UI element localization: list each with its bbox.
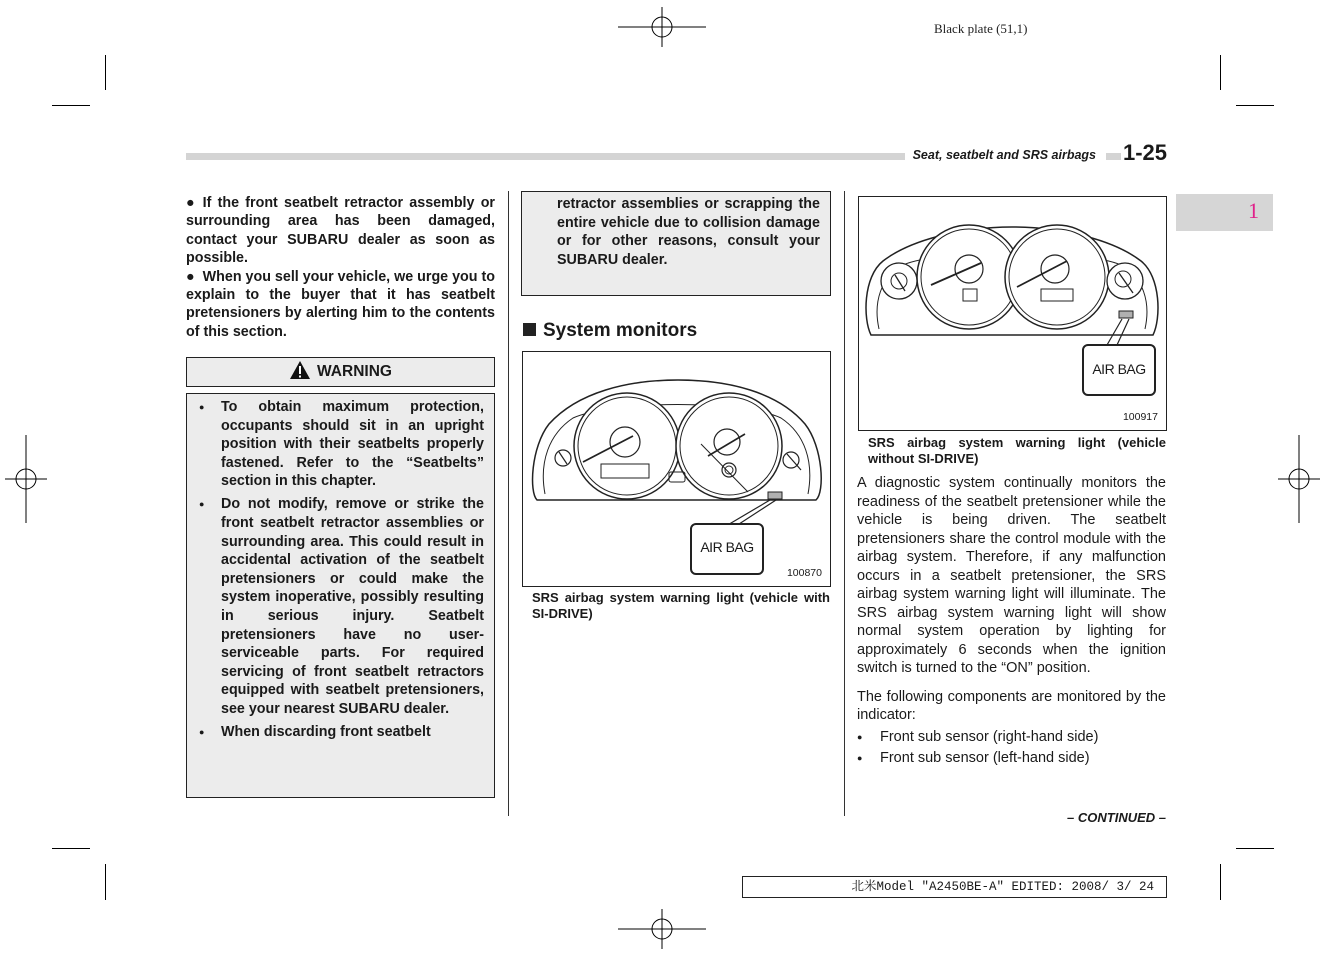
crop-mark xyxy=(52,848,90,849)
warning-continuation-text: retractor assemblies or scrapping the entire vehicle due to collision damage or for other reasons, consult your SUBARU dealer. xyxy=(557,196,820,268)
footer-edit-box xyxy=(742,876,1167,898)
section-title: System monitors xyxy=(543,320,698,341)
section-heading xyxy=(523,320,697,342)
crop-mark xyxy=(1236,848,1274,849)
figure-with-si-drive xyxy=(522,351,831,587)
component-list xyxy=(857,728,1166,768)
warning-item: ● Do not modify, remove or strike the front seatbelt retractor assemblies or surrounding area. This could result in accidental activation of the seatbelt pretensioners or could make the system inoperative, possibly resulting in serious injury. Seatbelt pretensioners have no user-serviceable parts. For required servicing of front seatbelt retractors equipped with seatbelt pretensioners, see your nearest SUBARU dealer. xyxy=(197,495,484,718)
airbag-label: AIR BAG xyxy=(1092,361,1146,377)
column-divider xyxy=(844,191,845,816)
intro-bullet: ● When you sell your vehicle, we urge you to explain to the buyer that it has seatbelt pretensioners by alerting him to the contents of this section. xyxy=(186,268,495,340)
figure-code: 100917 xyxy=(1122,411,1158,423)
plate-label: Black plate (51,1) xyxy=(934,21,1028,36)
warning-triangle-icon xyxy=(289,360,311,380)
paragraph: A diagnostic system continually monitors the readiness of the seatbelt pretensioner while the vehicle is being driven. The seatbelt pretensioners share the control module with the airbag system. Therefore, if any malfunction occurs in a seatbelt pretensioner, the SRS airbag system warning light will illuminate. The SRS airbag system warning light will show normal system operation by lighting for approximately 6 seconds when the ignition switch is turned to the “ON” position. xyxy=(857,475,1166,676)
crop-mark xyxy=(1236,105,1274,106)
header-section-title: Seat, seatbelt and SRS airbags xyxy=(905,148,1106,162)
intro-text xyxy=(186,194,495,341)
registration-mark-right-icon xyxy=(1278,435,1320,523)
warning-item: ● When discarding front seatbelt xyxy=(197,723,484,742)
warning-item: ● To obtain maximum protection, occupants should sit in an upright position with their seatbelts properly fastened. Refer to the “Seatbelts” section in this chapter. xyxy=(197,398,484,491)
intro-bullet: ● If the front seatbelt retractor assembly or surrounding area has been damaged, contact your SUBARU dealer as soon as possible. xyxy=(186,195,495,267)
figure-caption: SRS airbag system warning light (vehicle without SI-DRIVE) xyxy=(868,435,1166,466)
crop-mark xyxy=(1220,864,1221,900)
warning-header xyxy=(186,357,495,387)
crop-mark xyxy=(1220,55,1221,90)
page-number: 1-25 xyxy=(1123,140,1168,165)
crop-mark xyxy=(52,105,90,106)
airbag-label: AIR BAG xyxy=(700,539,754,555)
registration-mark-bottom-icon xyxy=(618,909,706,949)
list-item: ● Front sub sensor (left-hand side) xyxy=(857,749,1166,768)
crop-mark xyxy=(105,864,106,900)
body-text xyxy=(857,474,1166,770)
figure-without-si-drive xyxy=(858,196,1167,431)
registration-mark-left-icon xyxy=(5,435,47,523)
continued-label: – CONTINUED – xyxy=(1067,810,1166,825)
bullet-icon: ● xyxy=(186,268,195,285)
section-square-icon xyxy=(523,323,536,336)
instrument-cluster-icon xyxy=(523,352,830,586)
warning-continuation-box xyxy=(521,191,831,296)
figure-caption: SRS airbag system warning light (vehicle with SI-DRIVE) xyxy=(532,590,830,621)
instrument-cluster-icon xyxy=(859,197,1166,430)
chapter-number: 1 xyxy=(1248,198,1259,223)
chapter-tab xyxy=(1176,194,1273,231)
list-item: ● Front sub sensor (right-hand side) xyxy=(857,728,1166,747)
figure-code: 100870 xyxy=(786,567,822,579)
warning-box xyxy=(186,393,495,798)
bullet-icon: ● xyxy=(186,195,195,211)
paragraph: The following components are monitored by the indicator: xyxy=(857,688,1166,723)
footer-text: 北米Model "A2450BE-A" EDITED: 2008/ 3/ 24 xyxy=(851,880,1154,894)
warning-title: WARNING xyxy=(317,363,392,380)
crop-mark xyxy=(105,55,106,90)
column-divider xyxy=(508,191,509,816)
registration-mark-top-icon xyxy=(618,7,706,47)
